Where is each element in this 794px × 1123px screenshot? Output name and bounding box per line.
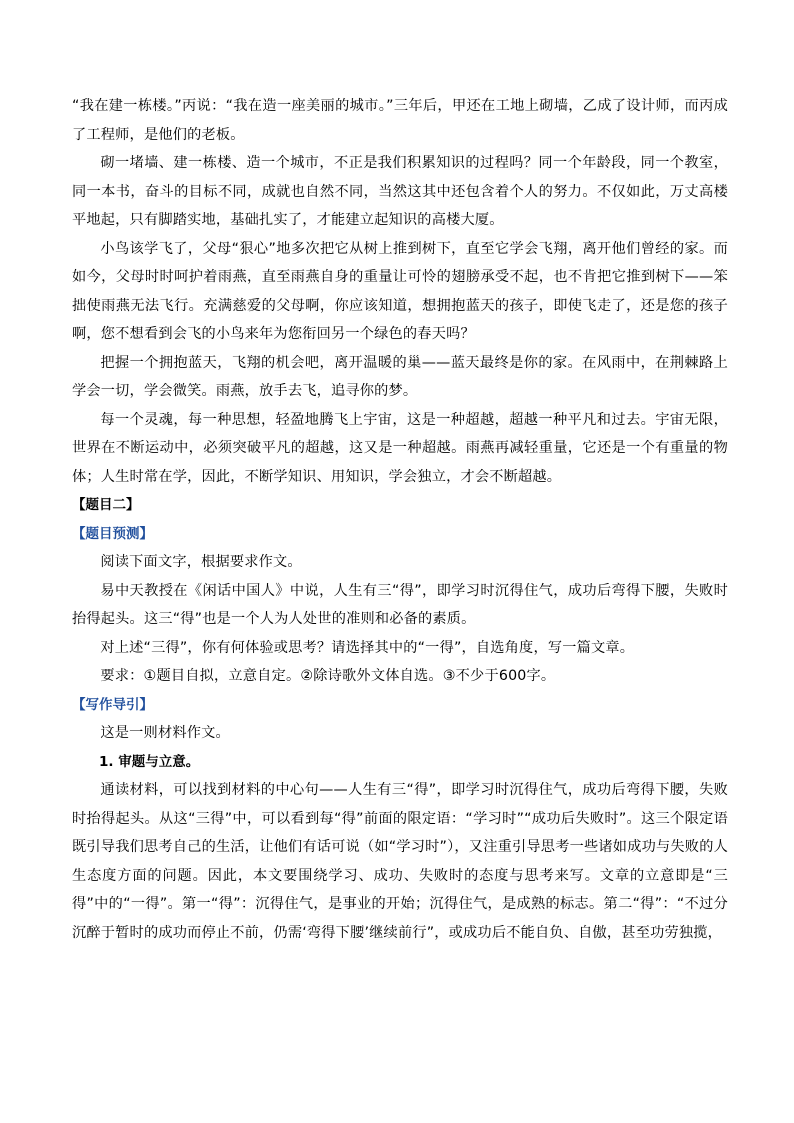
- section-heading-writing-guide: 【写作导引】: [72, 696, 153, 713]
- essay-paragraph: 把握一个拥抱蓝天，飞翔的机会吧，离开温暖的巢——蓝天最终是你的家。在风雨中，在荆棘路上学会一切，学会微笑。雨燕，放手去飞，追寻你的梦。: [72, 354, 728, 399]
- guide-subheading: 1. 审题与立意。: [99, 753, 200, 770]
- prediction-paragraph: 易中天教授在《闲话中国人》中说，人生有三“得”，即学习时沉得住气，成功后弯得下腰，失败时抬得起头。这三“得”也是一个人为人处世的准则和必备的素质。: [72, 582, 728, 627]
- guide-intro: 这是一则材料作文。: [100, 725, 230, 741]
- prediction-paragraph: 阅读下面文字，根据要求作文。: [100, 554, 302, 570]
- prediction-requirements: 要求：①题目自拟，立意自定。②除诗歌外文体自选。③不少于600字。: [100, 668, 556, 684]
- essay-paragraph: 小鸟该学飞了，父母“狠心”地多次把它从树上推到树下，直至它学会飞翔，离开他们曾经的家。而如今，父母时时呵护着雨燕，直至雨燕自身的重量让可怜的翅膀承受不起，也不肯把它推到树下——笨拙使雨燕无法飞行。充满慈爱的父母啊，你应该知道，想拥抱蓝天的孩子，即使飞走了，还是您的孩子啊，您不想看到会飞的小鸟来年为您衔回另一个绿色的春天吗？: [72, 240, 728, 342]
- section-heading-prediction: 【题目预测】: [72, 525, 153, 542]
- guide-paragraph: 通读材料，可以找到材料的中心句——人生有三“得”，即学习时沉得住气，成功后弯得下腰，失败时抬得起头。从这“三得”中，可以看到每“得”前面的限定语：“学习时”“成功后失败时”。这三个限定语既引导我们思考自己的生活，让他们有话可说（如“学习时”），又注重引导思考一些诸如成功与失败的人生态度方面的问题。因此，本文要围绕学习、成功、失败时的态度与思考来写。文章的立意即是“三得”中的“一得”。第一“得”：沉得住气，是事业的开始；沉得住气，是成熟的标志。第二“得”：“不过分沉醉于暂时的成功而停止不前，仍需‘弯得下腰’继续前行”，或成功后不能自负、自傲，甚至功劳独揽，: [72, 782, 728, 941]
- essay-paragraph: 砌一堵墙、建一栋楼、造一个城市，不正是我们积累知识的过程吗？同一个年龄段，同一个教室，同一本书，奋斗的目标不同，成就也自然不同，当然这其中还包含着个人的努力。不仅如此，万丈高楼平地起，只有脚踏实地，基础扎实了，才能建立起知识的高楼大厦。: [72, 155, 728, 228]
- essay-paragraph: “我在建一栋楼。”丙说：“我在造一座美丽的城市。”三年后，甲还在工地上砌墙，乙成了设计师，而丙成了工程师，是他们的老板。: [72, 98, 728, 143]
- essay-paragraph: 每一个灵魂，每一种思想，轻盈地腾飞上宇宙，这是一种超越，超越一种平凡和过去。宇宙无限，世界在不断运动中，必须突破平凡的超越，这又是一种超越。雨燕再减轻重量，它还是一个有重量的物体；人生时常在学，因此，不断学知识、用知识，学会独立，才会不断超越。: [72, 411, 728, 485]
- prediction-paragraph: 对上述“三得”，你有何体验或思考？请选择其中的“一得”，自选角度，写一篇文章。: [100, 639, 635, 656]
- section-heading-topic-2: 【题目二】: [72, 497, 140, 513]
